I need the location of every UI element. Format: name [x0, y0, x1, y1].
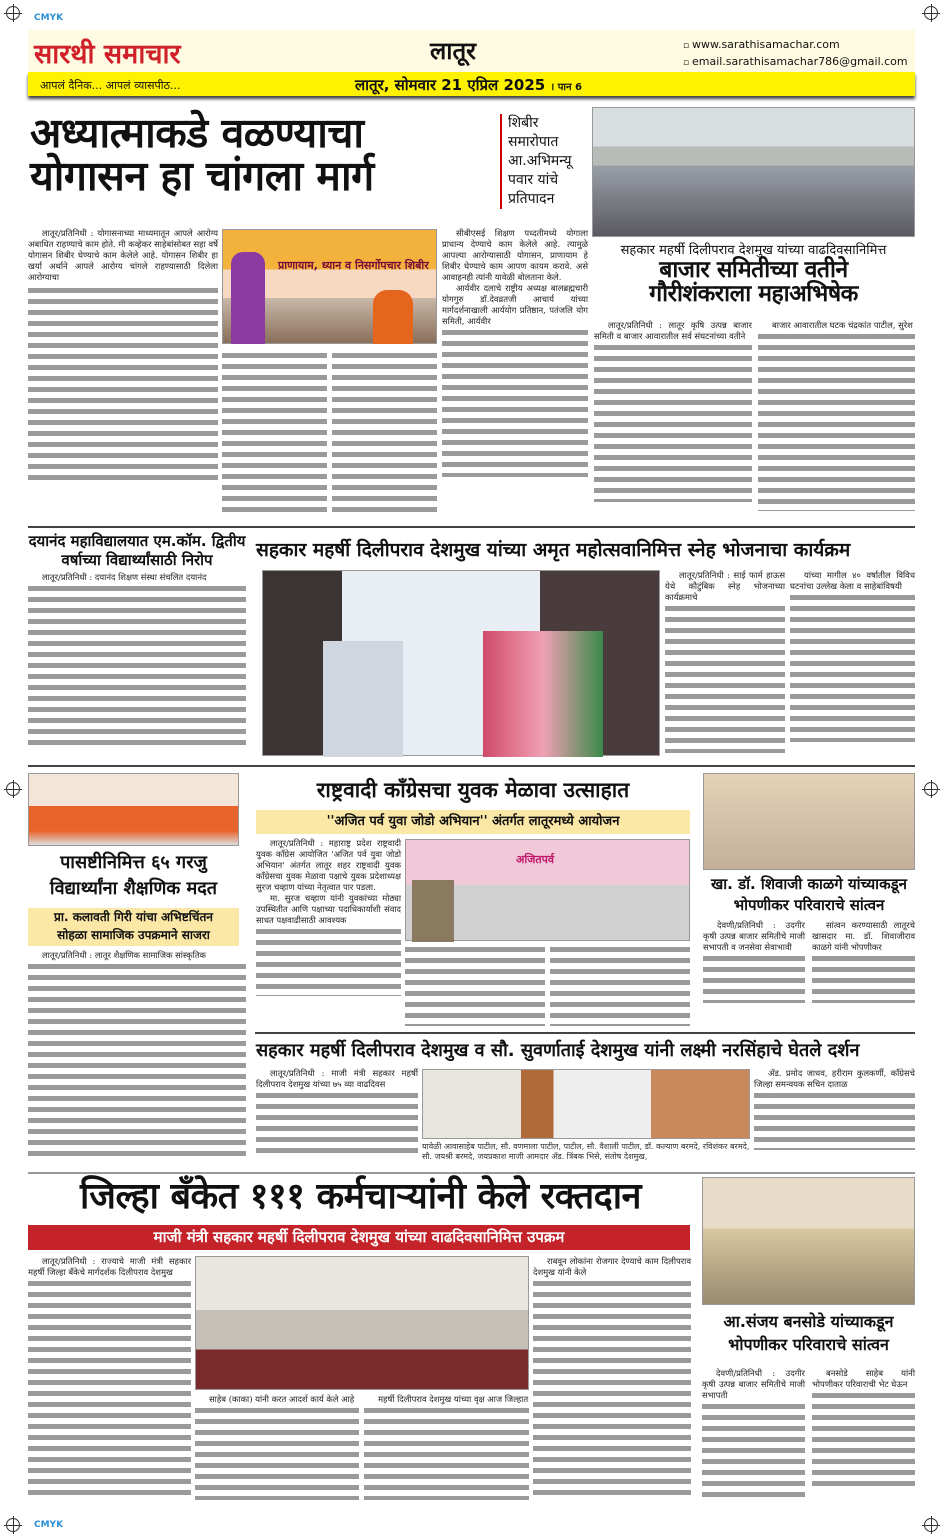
deck-line: आ.अभिमन्यू	[508, 153, 572, 169]
blood-donation-photo	[195, 1256, 529, 1390]
sneh-col-1	[665, 570, 785, 756]
article-text: सांत्वन करण्यासाठी लातूरचे खासदार मा. डॉ. शिवाजीराव काळगे यांनी भोपणीकर	[812, 920, 915, 952]
headline-line: बाजार समितीच्या वतीने	[659, 257, 848, 283]
bansode-headline: आ.संजय बनसोडे यांच्याकडून भोपणीकर परिवाराचे सांत्वन	[723, 1312, 894, 1354]
pasashti-subhead	[28, 908, 239, 946]
text-block	[594, 342, 752, 502]
registration-mark	[6, 782, 20, 796]
subhead-line: सोहळा सामाजिक उपक्रमाने साजरा	[57, 928, 210, 942]
narsinh-headline: सहकार महर्षी दिलीपराव देशमुख व सौ. सुवर्णाताई देशमुख यांनी लक्ष्मी नरसिंहाचे घेतले दर्शन	[256, 1040, 860, 1061]
page-number: । पान 6	[550, 82, 582, 93]
kalge-headline: खा. डॉ. शिवाजी काळगे यांच्याकडून भोपणीकर परिवाराचे सांत्वन	[711, 875, 907, 914]
contact-info	[683, 37, 908, 71]
article-text: लातूर/प्रतिनिधी : साई फार्म हाऊस येथे कौटुंबिक स्नेह भोजनाच्या कार्यक्रमाचे	[665, 570, 785, 602]
people-figure	[323, 641, 403, 757]
students-photo	[28, 773, 239, 846]
text-block	[364, 1405, 529, 1500]
text-block	[256, 1090, 418, 1155]
ncp-col-1	[256, 838, 401, 1026]
bank-subhead: माजी मंत्री सहकार महर्षी दिलीपराव देशमुख यांच्या वाढदिवसानिमित्त उपक्रम	[28, 1225, 690, 1250]
section-divider	[28, 1172, 915, 1174]
article-text: बनसोडे साहेब यांनी भोपणीकर परिवाराची भेट घेऊन	[812, 1368, 915, 1389]
deck-line: शिबीर	[508, 115, 539, 131]
headline-line: अध्यात्माकडे वळण्याचा	[30, 109, 364, 157]
text-block	[332, 350, 437, 518]
date-text: लातूर, सोमवार 21 एप्रिल 2025	[355, 76, 546, 94]
text-block	[812, 953, 915, 1003]
website-link[interactable]: ▫ www.sarathisamachar.com	[683, 37, 908, 54]
registration-mark	[924, 6, 938, 20]
bank-col-1	[28, 1256, 191, 1511]
ncp-subhead: ''अजित पर्व युवा जोडो अभियान'' अंतर्गत लातूरमध्ये आयोजन	[256, 810, 690, 834]
text-block	[533, 1278, 691, 1498]
bazar-group-photo	[592, 107, 915, 237]
bansode-col-2	[812, 1368, 915, 1511]
article-text: लातूर/प्रतिनिधी : राज्याचे माजी मंत्री सहकार महर्षी जिल्हा बँकेचे मार्गदर्शक दिलीपराव देशमुख	[28, 1256, 191, 1277]
article-text: साहेब (काका) यांनी करत आदर्श कार्य केले आहे	[209, 1394, 355, 1404]
deck-line: प्रतिपादन	[508, 191, 555, 207]
registration-mark	[6, 1518, 20, 1532]
kalge-col-2	[812, 920, 915, 1026]
article-text: आर्यवीर दलाचे राष्ट्रीय अध्यक्ष बालब्रह्मचारी योगगुरु डॉ.देवव्रतजी आचार्य यांच्या मार्गदर्शनाखाली आर्ययोग प्रतिष्ठान, पतंजलि योग समिती, आर्यवीर	[442, 283, 588, 326]
section-divider	[28, 526, 915, 528]
people-figure	[483, 631, 603, 757]
sneh-photo	[262, 570, 660, 756]
text-block	[28, 583, 246, 748]
photo-banner-text: प्राणायाम, ध्यान व निसर्गोपचार शिबीर	[278, 259, 429, 272]
pasashti-body	[28, 950, 246, 1170]
ncp-photo	[405, 839, 690, 941]
article-text: लातूर/प्रतिनिधी : लातूर कृषि उत्पन्न बाजार समिती व बाजार आवारातील सर्व संघटनांच्या वतीने	[594, 320, 752, 341]
text-block	[758, 331, 915, 511]
text-block	[28, 961, 246, 1156]
email-link[interactable]: ▫ email.sarathisamachar786@gmail.com	[683, 54, 908, 71]
article-text: देवणी/प्रतिनिधी : उदगीर कृषी उत्पन्न बाजार समितीचे माजी सभापती व जनसेवा सेवाभावी	[703, 920, 805, 952]
narsinh-col-1	[256, 1068, 418, 1168]
photo-banner-text: अजितपर्व	[516, 853, 555, 866]
text-block	[550, 944, 690, 1026]
deck-line: समारोपात	[508, 134, 559, 150]
yoga-photo	[222, 229, 437, 344]
section-divider	[28, 765, 915, 767]
bazar-col-2	[758, 320, 915, 525]
article-text: ॲड. प्रमोद जाधव, हरीराम कुलकर्णी, काँग्रेसचे जिल्हा समन्वयक सचिन दाताळ	[754, 1068, 915, 1089]
yoga-headline	[30, 109, 500, 201]
text-block	[442, 327, 588, 477]
text-block	[28, 285, 218, 485]
sneh-col-2	[790, 570, 915, 756]
article-text: सीबीएसई शिक्षण पध्दतीमध्ये योगाला प्राधान्य देण्याचे काम केलेले आहे. त्यामुळे आपल्या आरोग्यासाठी योगासन, प्राणायाम हे शिबीर घेण्याचे काम आपण कायम करावे. असे आवाहनही त्यांनी यावेळी बोलताना केले.	[442, 228, 588, 282]
yoga-col-1	[28, 228, 218, 518]
article-text: लातूर/प्रतिनिधी : माजी मंत्री सहकार महर्षी दिलीपराव देशमुख यांच्या ७५ व्या वाढदिवस	[256, 1068, 418, 1089]
article-text: लातूर/प्रतिनिधी : लातूर शैक्षणिक सामाजिक सांस्कृतिक	[42, 950, 206, 960]
text-block	[256, 926, 401, 996]
text-block	[222, 350, 327, 518]
kalge-col-1	[703, 920, 805, 1026]
bansode-col-1	[702, 1368, 805, 1511]
print-mark: CMYK	[34, 1520, 64, 1530]
guru-figure	[373, 290, 413, 344]
narsinh-photo	[422, 1069, 750, 1139]
sneh-headline: सहकार महर्षी दिलीपराव देशमुख यांच्या अमृत महोत्सवानिमित्त स्नेह भोजनाचा कार्यक्रम	[256, 539, 851, 561]
article-text: लातूर/प्रतिनिधी : महाराष्ट्र प्रदेश राष्ट्रवादी युवक काँग्रेस आयोजित 'अजित पर्व युवा जोडो अभियान' अंतर्गत लातूर शहर राष्ट्रवादी युवक काँग्रेसचा युवक मेळावा पक्षाचे युवक प्रदेशाध्यक्ष सुरज चव्हाण यांच्या नेतृत्वात पार पडला.	[256, 838, 401, 892]
bank-col-2	[195, 1394, 359, 1511]
text-block	[28, 1278, 191, 1498]
pasashti-headline: पासष्टीनिमित्त ६५ गरजु विद्यार्थ्यांना शैक्षणिक मदत	[49, 852, 218, 899]
narsinh-col-2	[754, 1068, 915, 1168]
text-block	[790, 592, 915, 742]
edition-city: लातूर	[430, 37, 476, 65]
dayanand-headline: दयानंद महाविद्यालयात एम.कॉम. द्वितीय वर्षाच्या विद्यार्थ्यांसाठी निरोप	[28, 532, 246, 569]
print-mark: CMYK	[34, 13, 64, 23]
text-block	[812, 1390, 915, 1490]
article-text: लातूर/प्रतिनिधी : योगासनाच्या माध्यमातून आपले आरोग्य अबाधित राहण्याचे काम होते. मी कव्हेकर साहेबांसोबत सहा वर्षे योगासन शिबीर घेण्याचे काम केलेले आहे. योगासन शिबीर हा खर्या अर्थाने आपले आरोग्य चांगले राहण्यासाठी दिलेला आरोग्याचा	[28, 228, 218, 282]
text-block	[703, 953, 805, 1003]
headline-line: योगासन हा चांगला मार्ग	[30, 152, 374, 201]
tagline: आपलं दैनिक... आपलं व्यासपीठ...	[40, 79, 181, 92]
bazar-heading	[592, 240, 915, 306]
article-text: देवणी/प्रतिनिधी : उदगीर कृषी उत्पन्न बाजार समितीचे माजी सभापती	[702, 1368, 805, 1400]
article-text: राबवून लोकांना रोजगार देण्याचे काम दिलीपराव देशमुख यांनी केले	[533, 1256, 691, 1277]
ncp-headline: राष्ट्रवादी काँग्रेसचा युवक मेळावा उत्साहात	[316, 778, 630, 802]
text-block	[405, 944, 545, 1026]
yoga-deck	[500, 114, 590, 209]
section-divider	[255, 1032, 915, 1034]
speaker-figure	[231, 252, 265, 344]
headline-line: गौरीशंकराला महाअभिषेक	[649, 281, 858, 308]
article-text: महर्षी दिलीपराव देशमुख यांच्या वृक्ष आज जिल्हात	[378, 1394, 529, 1404]
article-text: मा. सुरज चव्हाण यांनी युवकांच्या मोठ्या उपस्थितीत आणि पक्षाच्या पदाधिकार्यांशी संवाद साधत पक्षवाढीसाठी आवश्यक	[256, 893, 401, 925]
bank-col-3	[364, 1394, 529, 1511]
bansode-photo	[702, 1177, 915, 1305]
kalge-photo	[703, 773, 915, 870]
text-block	[754, 1090, 915, 1150]
subhead-line: प्रा. कलावती गिरी यांचा अभिष्टचिंतन	[54, 910, 213, 924]
deck-line: पवार यांचे	[508, 172, 559, 188]
issue-date	[355, 75, 582, 95]
text-block	[702, 1401, 805, 1501]
text-block	[665, 603, 785, 753]
dayanand-body	[28, 572, 246, 760]
kicker: सहकार महर्षी दिलीपराव देशमुख यांच्या वाढदिवसानिमित्त	[620, 243, 887, 258]
registration-mark	[924, 1518, 938, 1532]
bazar-col-1	[594, 320, 752, 525]
bank-col-4	[533, 1256, 691, 1511]
podium	[412, 880, 454, 942]
article-text: बाजार आवारातील घटक चंद्रकांत पाटील, सुरेश	[772, 320, 913, 330]
registration-mark	[924, 782, 938, 796]
article-text: यांच्या मागील ४० वर्षातील विविध घटनांचा उल्लेख केला व साहेबांविषयी	[790, 570, 915, 591]
article-text: लातूर/प्रतिनिधी : दयानंद शिक्षण संस्था संचलित दयानंद	[42, 572, 207, 582]
bank-headline: जिल्हा बँकेत १११ कर्मचाऱ्यांनी केले रक्तदान	[79, 1176, 642, 1217]
photo-caption: यावेळी आवासाहेब पाटील, सौ. वणमाला पाटील, पाटील, सौ. वैशाली पाटील, डॉ. कल्याण बरमदे, रविशंकर बरमदे, सौ. जयश्री बरमदे, जयप्रकाश माजी आमदार ॲड. त्रिंबक भिसे, संतोष देशमुख,	[422, 1142, 750, 1161]
yoga-col-4	[442, 228, 588, 518]
text-block	[195, 1405, 359, 1500]
newspaper-logo: सारथी समाचार	[34, 39, 181, 70]
registration-mark	[6, 6, 20, 20]
